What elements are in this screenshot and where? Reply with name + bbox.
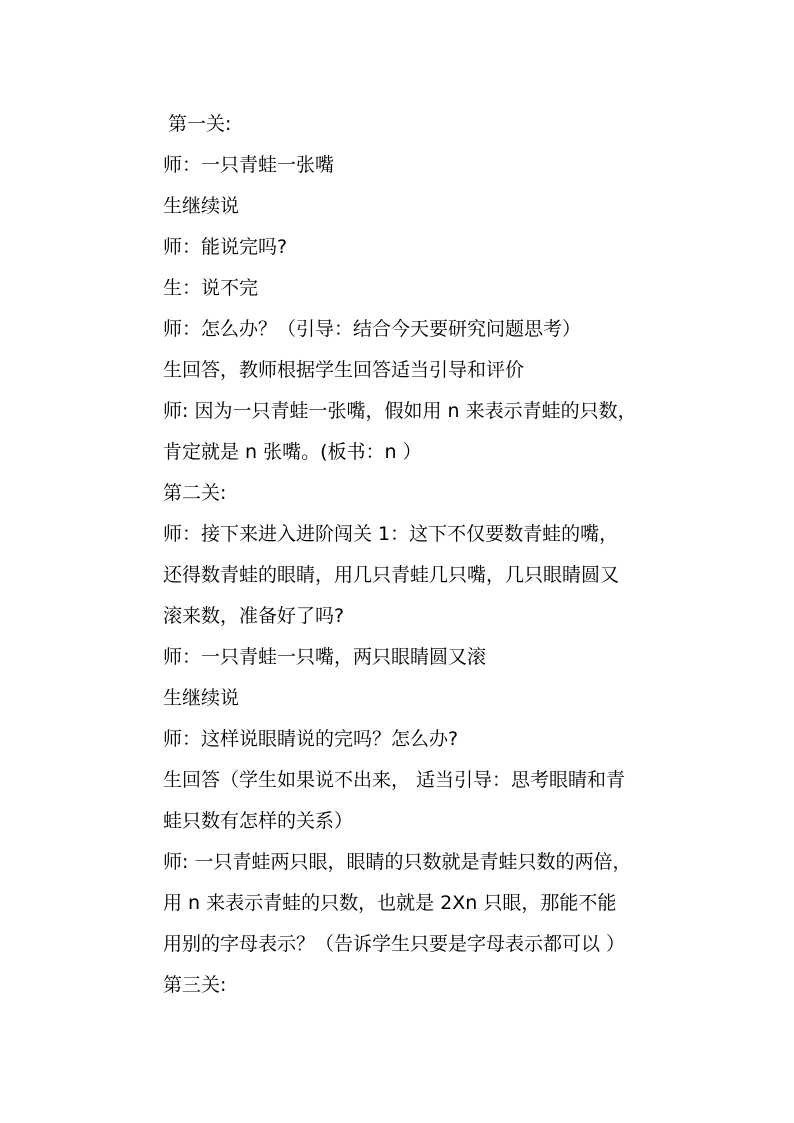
student-line: 生继续说 (163, 687, 240, 709)
teacher-line-continued: 滚来数，准备好了吗? (163, 605, 345, 627)
student-line-continued: 蛙只数有怎样的关系） (163, 810, 354, 832)
teacher-line-continued: 用别的字母表示？（告诉学生只要是字母表示都可以 ） (163, 933, 626, 955)
level-2-heading: 第二关: (163, 482, 227, 504)
teacher-line: 师：这样说眼睛说的完吗？怎么办? (163, 728, 459, 750)
student-line: 生回答，教师根据学生回答适当引导和评价 (163, 359, 525, 381)
teacher-line: 师：怎么办？（引导：结合今天要研究问题思考） (163, 318, 582, 340)
teacher-line: 师：能说完吗? (163, 236, 288, 258)
teacher-line: 师：一只青蛙一只嘴，两只眼睛圆又滚 (163, 646, 487, 668)
teacher-line: 师：接下来进入进阶闯关 1：这下不仅要数青蛙的嘴， (163, 523, 619, 545)
teacher-line: 师: 因为一只青蛙一张嘴，假如用 n 来表示青蛙的只数， (163, 400, 637, 422)
teacher-line-continued: 还得数青蛙的眼睛，用几只青蛙几只嘴，几只眼睛圆又 (163, 564, 620, 586)
teacher-line: 师: 一只青蛙两只眼，眼睛的只数就是青蛙只数的两倍， (163, 851, 632, 873)
student-line: 生回答（学生如果说不出来， 适当引导：思考眼睛和青 (163, 769, 626, 791)
document-body (163, 104, 683, 1006)
teacher-line-continued: 肯定就是 n 张嘴。(板书：n ） (163, 441, 422, 463)
student-line: 生：说不完 (163, 277, 259, 299)
student-line: 生继续说 (163, 195, 240, 217)
teacher-line: 师：一只青蛙一张嘴 (163, 154, 335, 176)
level-3-heading: 第三关: (163, 974, 227, 996)
teacher-line-continued: 用 n 来表示青蛙的只数，也就是 2Xn 只眼，那能不能 (163, 892, 617, 914)
level-1-heading: 第一关: (168, 113, 232, 135)
